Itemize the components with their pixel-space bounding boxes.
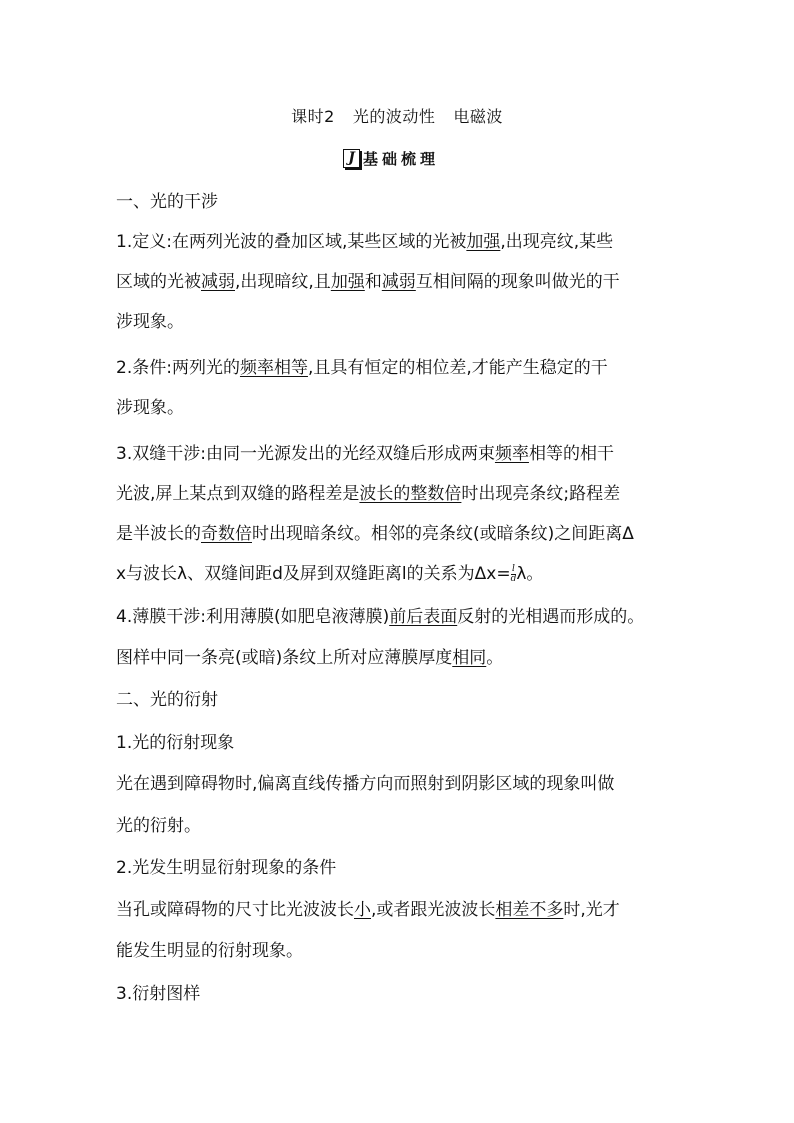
badge-text: 基础梳理: [363, 149, 440, 168]
fraction-l-over-d: $\frac{l}{d}$: [510, 563, 517, 584]
paragraph-line: 4.薄膜干涉:利用薄膜(如肥皂液薄膜)前后表面反射的光相遇而形成的。: [116, 607, 645, 627]
paragraph-line: 光波,屏上某点到双缝的路程差是波长的整数倍时出现亮条纹;路程差: [116, 484, 621, 504]
paragraph-line: x与波长λ、双缝间距d及屏到双缝距离l的关系为Δx= $\frac{l}{d}$ λ。: [116, 563, 544, 584]
paragraph-line: 是半波长的奇数倍时出现暗条纹。相邻的亮条纹(或暗条纹)之间距离Δ: [116, 524, 634, 544]
section-heading-diffraction: 二、光的衍射: [116, 690, 218, 710]
answer-blank: 减弱: [381, 272, 416, 292]
answer-blank: 频率相等: [239, 358, 308, 378]
paragraph-line: 1.定义:在两列光波的叠加区域,某些区域的光被加强,出现亮纹,某些: [116, 232, 614, 252]
page-title: [0, 104, 794, 127]
paragraph-line: 当孔或障碍物的尺寸比光波波长小,或者跟光波波长相差不多时,光才: [116, 900, 620, 920]
paragraph-line: 3.双缝干涉:由同一光源发出的光经双缝后形成两束频率相等的相干: [116, 444, 614, 464]
answer-blank: 减弱: [201, 272, 235, 292]
paragraph-line: 涉现象。: [116, 312, 184, 332]
section-badge: [343, 147, 439, 169]
answer-blank: 波长的整数倍: [359, 484, 462, 504]
answer-blank: 加强: [330, 272, 365, 292]
lesson-topic-1: 光的波动性: [352, 107, 436, 126]
answer-blank: 小: [354, 900, 371, 920]
lesson-topic-2: 电磁波: [453, 107, 503, 126]
subheading: 2.光发生明显衍射现象的条件: [116, 858, 337, 878]
paragraph-line: 涉现象。: [116, 398, 184, 418]
answer-blank: 相差不多: [495, 900, 564, 920]
paragraph-line: 能发生明显的衍射现象。: [116, 941, 303, 961]
paragraph-line: 区域的光被减弱,出现暗纹,且加强和减弱互相间隔的现象叫做光的干: [116, 272, 620, 292]
subheading: 3.衍射图样: [116, 984, 201, 1004]
section-heading-interference: 一、光的干涉: [116, 192, 218, 212]
answer-blank: 频率: [494, 444, 529, 464]
badge-letter-icon: J: [343, 149, 360, 168]
paragraph-line: 光的衍射。: [116, 816, 201, 836]
answer-blank: 相同: [452, 648, 487, 668]
paragraph-line: 图样中同一条亮(或暗)条纹上所对应薄膜厚度相同。: [116, 648, 504, 668]
paragraph-line: 2.条件:两列光的频率相等,且具有恒定的相位差,才能产生稳定的干: [116, 358, 608, 378]
paragraph-line: 光在遇到障碍物时,偏离直线传播方向而照射到阴影区域的现象叫做: [116, 774, 615, 794]
answer-blank: 前后表面: [389, 607, 458, 627]
answer-blank: 加强: [466, 232, 501, 252]
answer-blank: 奇数倍: [201, 524, 252, 544]
lesson-number: 课时2: [291, 107, 335, 126]
subheading: 1.光的衍射现象: [116, 733, 235, 753]
